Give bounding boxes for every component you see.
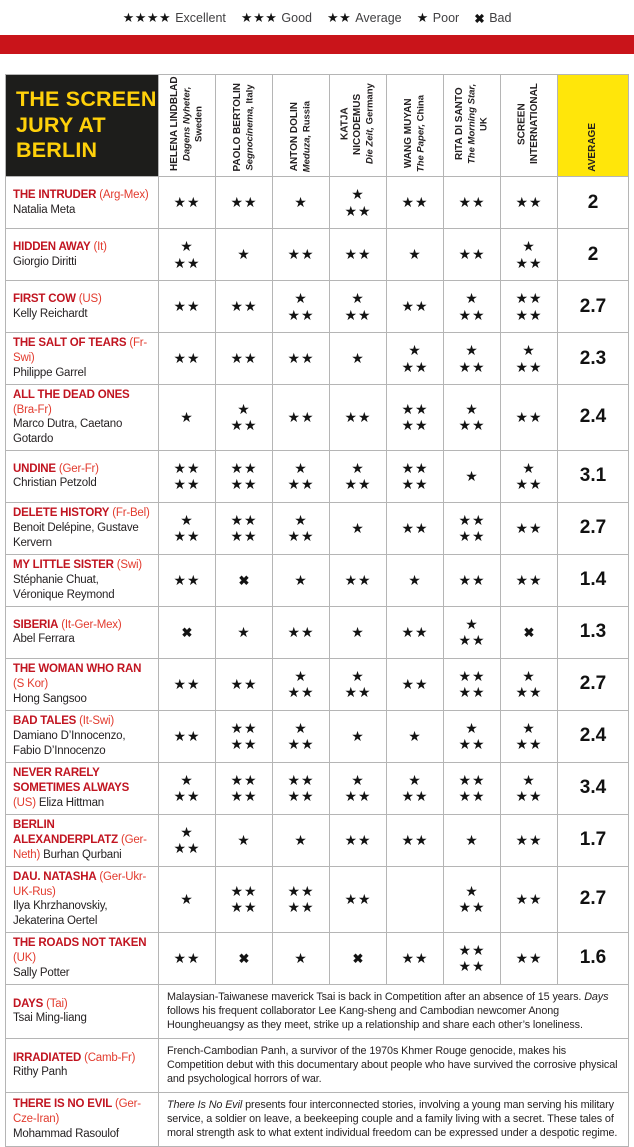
average-score: 2.7 (558, 502, 629, 554)
film-title: HIDDEN AWAY (13, 240, 91, 253)
film-country: (UK) (13, 951, 36, 964)
juror-name: KATJA NICODEMUS (339, 93, 364, 155)
film-director: Hong Sangsoo (13, 692, 87, 705)
film-country: (Ger-Ukr-UK-Rus) (13, 870, 147, 898)
rating-2-stars: ★★ (444, 177, 501, 229)
rating-2-stars: ★★ (387, 932, 444, 984)
film-title: THERE IS NO EVIL (13, 1098, 113, 1111)
film-info-cell (6, 658, 159, 710)
rating-3-stars: ★ ★★ (216, 385, 273, 451)
rating-3-stars: ★ ★★ (444, 710, 501, 762)
film-info-cell (6, 814, 159, 866)
film-title: THE INTRUDER (13, 188, 97, 201)
film-row (6, 554, 629, 606)
rating-2-stars: ★★ (159, 281, 216, 333)
average-score: 1.3 (558, 606, 629, 658)
rating-2-stars: ★★ (501, 177, 558, 229)
rating-1-stars: ★ (330, 710, 387, 762)
rating-2-stars: ★★ (330, 866, 387, 932)
film-title: ALL THE DEAD ONES (13, 389, 130, 401)
rating-3-stars: ★ ★★ (501, 450, 558, 502)
rating-4-stars: ★★ ★★ (159, 450, 216, 502)
rating-2-stars: ★★ (387, 281, 444, 333)
film-director: Tsai Ming-liang (13, 1012, 87, 1025)
rating-1-stars: ★ (330, 606, 387, 658)
legend-item-excellent (123, 10, 226, 26)
average-score: 1.7 (558, 814, 629, 866)
juror-publication (301, 101, 313, 172)
rating-4-stars: ★★ ★★ (273, 762, 330, 814)
rating-3-stars: ★ ★★ (159, 762, 216, 814)
description-film-name: Days (584, 990, 609, 1003)
red-divider-bar (0, 35, 634, 54)
rating-1-stars: ★ (330, 502, 387, 554)
rating-3-stars: ★ ★★ (501, 333, 558, 385)
publication-name: The Morning Star, (466, 83, 478, 165)
film-row (6, 450, 629, 502)
juror-header-text (289, 101, 313, 172)
rating-4-stars: ★★ ★★ (387, 385, 444, 451)
rating-legend (0, 0, 634, 26)
legend-item-average (327, 10, 402, 26)
rating-2-stars: ★★ (330, 554, 387, 606)
film-title: BERLIN ALEXANDERPLATZ (13, 819, 118, 847)
rating-empty (387, 866, 444, 932)
film-info-cell (6, 177, 159, 229)
legend-label: Excellent (175, 11, 226, 25)
rating-4-stars: ★★ ★★ (444, 762, 501, 814)
film-title: IRRADIATED (13, 1051, 82, 1064)
film-country: (Camb-Fr) (84, 1051, 136, 1064)
bad-x-icon: ✖ (352, 950, 364, 966)
rating-3-stars: ★ ★★ (159, 502, 216, 554)
publication-name: The Paper, (415, 123, 427, 172)
rating-2-stars: ★★ (216, 658, 273, 710)
rating-4-stars: ★★ ★★ (216, 502, 273, 554)
average-score: 2 (558, 229, 629, 281)
rating-bad (216, 554, 273, 606)
film-director: Abel Ferrara (13, 633, 75, 646)
juror-name: SCREEN INTERNATIONAL (516, 83, 540, 165)
publication-name: Meduza, (301, 134, 313, 172)
rating-3-stars: ★ ★★ (273, 658, 330, 710)
bad-x-icon: ✖ (523, 624, 535, 640)
rating-bad (159, 606, 216, 658)
rating-2-stars: ★★ (387, 177, 444, 229)
film-row (6, 385, 629, 451)
rating-1-stars: ★ (273, 177, 330, 229)
bad-x-icon: ✖ (474, 11, 486, 26)
film-country: (Arg-Mex) (99, 188, 149, 201)
average-score: 2.4 (558, 385, 629, 451)
rating-1-stars: ★ (387, 229, 444, 281)
film-row (6, 333, 629, 385)
film-info-cell (6, 1038, 159, 1092)
film-title: SIBERIA (13, 618, 59, 631)
film-country: (It-Ger-Mex) (61, 618, 122, 631)
film-title: BAD TALES (13, 715, 77, 728)
film-description (159, 1038, 629, 1092)
rating-3-stars: ★ ★★ (444, 866, 501, 932)
average-score: 1.4 (558, 554, 629, 606)
film-director: Natalia Meta (13, 203, 76, 216)
juror-header-6 (444, 75, 501, 177)
film-title: THE ROADS NOT TAKEN (13, 937, 147, 950)
film-info-cell (6, 502, 159, 554)
average-score: 1.6 (558, 932, 629, 984)
average-score: 3.1 (558, 450, 629, 502)
film-row (6, 177, 629, 229)
juror-name: HELENA LINDBLAD (168, 76, 180, 172)
rating-1-stars: ★ (273, 932, 330, 984)
film-row (6, 281, 629, 333)
film-director: Stéphanie Chuat, Véronique Reymond (13, 574, 115, 601)
rating-2-stars: ★★ (444, 554, 501, 606)
film-title: THE WOMAN WHO RAN (13, 663, 142, 676)
film-info-cell (6, 762, 159, 814)
film-director: Marco Dutra, Caetano Gotardo (13, 418, 123, 446)
juror-header-text (169, 76, 205, 172)
rating-2-stars: ★★ (273, 229, 330, 281)
film-director: Rithy Panh (13, 1066, 68, 1079)
legend-label: Average (355, 11, 402, 25)
rating-1-stars: ★ (273, 554, 330, 606)
legend-label: Bad (489, 11, 512, 25)
rating-1-stars: ★ (273, 814, 330, 866)
rating-2-stars: ★★ (501, 932, 558, 984)
rating-3-stars: ★ ★★ (330, 762, 387, 814)
rating-2-stars: ★★ (216, 281, 273, 333)
film-country: (Ger-Cze-Iran) (13, 1098, 141, 1125)
film-info-cell (6, 229, 159, 281)
film-row (6, 932, 629, 984)
rating-2-stars: ★★ (159, 177, 216, 229)
rating-1-stars: ★ (444, 814, 501, 866)
rating-3-stars: ★ ★★ (501, 229, 558, 281)
juror-header-5 (387, 75, 444, 177)
rating-1-stars: ★ (216, 814, 273, 866)
rating-1-stars: ★ (216, 229, 273, 281)
bad-x-icon: ✖ (238, 950, 250, 966)
rating-3-stars: ★ ★★ (330, 281, 387, 333)
rating-3-stars: ★ ★★ (444, 281, 501, 333)
legend-item-good (241, 10, 312, 26)
film-row (6, 866, 629, 932)
table-title-line: THE SCREEN (16, 87, 157, 112)
rating-4-stars: ★★ ★★ (501, 281, 558, 333)
rating-1-stars: ★ (330, 333, 387, 385)
film-row (6, 229, 629, 281)
film-row (6, 710, 629, 762)
rating-2-stars: ★★ (444, 229, 501, 281)
rating-4-stars: ★★ ★★ (444, 658, 501, 710)
film-director: Giorgio Diritti (13, 255, 77, 268)
publication-country: Sweden (193, 106, 205, 142)
rating-3-stars: ★ ★★ (330, 450, 387, 502)
average-label: AVERAGE (586, 123, 598, 172)
publication-country: China (415, 94, 427, 122)
film-info-cell (6, 281, 159, 333)
publication-name: Segnocinema, (244, 106, 256, 171)
film-country: (Fr-Swi) (13, 337, 148, 365)
juror-header-text (517, 76, 542, 172)
rating-2-stars: ★★ (501, 502, 558, 554)
rating-3-stars: ★ ★★ (273, 281, 330, 333)
rating-3-stars: ★ ★★ (273, 502, 330, 554)
film-country: (Bra-Fr) (13, 403, 52, 416)
juror-publication (181, 76, 205, 172)
film-description (159, 1092, 629, 1146)
film-director: Ilya Khrzhanovskiy, Jekaterina Oertel (13, 900, 108, 928)
rating-3-stars: ★ ★★ (501, 658, 558, 710)
rating-2-stars: ★★ (387, 606, 444, 658)
film-description-row (6, 1092, 629, 1146)
juror-publication (365, 76, 377, 172)
film-director: Sally Potter (13, 966, 70, 979)
film-director: Damiano D’Innocenzo, Fabio D’Innocenzo (13, 730, 126, 757)
juror-name: PAOLO BERTOLIN (231, 83, 243, 172)
film-country: (S Kor) (13, 678, 49, 691)
rating-4-stars: ★★ ★★ (444, 932, 501, 984)
bad-x-icon: ✖ (181, 624, 193, 640)
rating-3-stars: ★ ★★ (501, 762, 558, 814)
film-info-cell (6, 1092, 159, 1146)
rating-2-stars: ★★ (330, 385, 387, 451)
rating-2-stars: ★★ (501, 385, 558, 451)
bad-x-icon: ✖ (238, 572, 250, 588)
film-director: Burhan Qurbani (43, 848, 122, 861)
rating-1-stars: ★ (159, 866, 216, 932)
rating-2-stars: ★★ (330, 814, 387, 866)
film-director: Mohammad Rasoulof (13, 1127, 119, 1140)
publication-country: Russia (301, 100, 313, 132)
film-info-cell (6, 385, 159, 451)
table-title-cell (6, 75, 159, 177)
juror-header-text (403, 95, 427, 172)
film-director: Benoit Delépine, Gustave Kervern (13, 522, 139, 549)
film-row (6, 762, 629, 814)
film-country: (It-Swi) (79, 715, 114, 728)
table-title (6, 87, 158, 163)
film-director: Eliza Hittman (38, 796, 104, 809)
film-info-cell (6, 554, 159, 606)
rating-bad (216, 932, 273, 984)
average-score: 3.4 (558, 762, 629, 814)
film-country: (Ger-Fr) (58, 462, 99, 475)
legend-item-bad (474, 11, 511, 26)
rating-3-stars: ★ ★★ (444, 606, 501, 658)
film-row (6, 658, 629, 710)
rating-2-stars: ★★ (273, 333, 330, 385)
juror-header-text (340, 76, 377, 172)
rating-2-stars: ★★ (273, 606, 330, 658)
rating-2-stars: ★★ (216, 177, 273, 229)
rating-3-stars: ★ ★★ (501, 710, 558, 762)
rating-2-stars: ★★ (501, 554, 558, 606)
juror-header-3 (273, 75, 330, 177)
film-info-cell (6, 450, 159, 502)
film-info-cell (6, 866, 159, 932)
rating-2-stars: ★★ (216, 333, 273, 385)
rating-1-stars: ★ (444, 450, 501, 502)
publication-country: UK (478, 117, 490, 131)
rating-2-stars: ★★ (159, 333, 216, 385)
rating-4-stars: ★★ ★★ (216, 762, 273, 814)
rating-4-stars: ★★ ★★ (216, 450, 273, 502)
average-column-header (558, 75, 629, 177)
rating-3-stars: ★ ★★ (444, 333, 501, 385)
rating-3-stars: ★ ★★ (444, 385, 501, 451)
rating-4-stars: ★★ ★★ (216, 866, 273, 932)
film-director: Christian Petzold (13, 477, 97, 490)
film-row (6, 814, 629, 866)
film-title: NEVER RARELY SOMETIMES ALWAYS (13, 767, 130, 795)
rating-2-stars: ★★ (330, 229, 387, 281)
juror-publication (466, 76, 490, 172)
star-icons: ★★ (326, 10, 352, 25)
rating-2-stars: ★★ (501, 866, 558, 932)
star-icons: ★★★ (240, 10, 278, 25)
film-country: (Swi) (116, 559, 142, 572)
rating-2-stars: ★★ (159, 932, 216, 984)
film-country: (It) (93, 240, 107, 253)
publication-country: Italy (244, 84, 256, 104)
legend-label: Good (281, 11, 312, 25)
rating-4-stars: ★★ ★★ (444, 502, 501, 554)
juror-header-text (454, 76, 490, 172)
juror-header-2 (216, 75, 273, 177)
juror-header-7 (501, 75, 558, 177)
rating-1-stars: ★ (159, 385, 216, 451)
average-score: 2.7 (558, 658, 629, 710)
publication-name: Die Zeit, (364, 127, 376, 165)
film-info-cell (6, 710, 159, 762)
publication-name: Dagens Nyheter, (181, 86, 193, 162)
juror-name: RITA DI SANTO (453, 87, 465, 161)
film-title: UNDINE (13, 462, 56, 475)
rating-1-stars: ★ (387, 710, 444, 762)
description-text: presents four interconnected stories, involving a young man serving his military service, a soldier on leave, a beekeeping couple and a family living with a secret. These tales of moral strength ask to what extent individual freedom can be expressed under a despotic regime. (167, 1098, 618, 1140)
rating-2-stars: ★★ (159, 554, 216, 606)
legend-item-poor (417, 10, 460, 26)
juror-publication (244, 83, 256, 172)
rating-3-stars: ★ ★★ (330, 658, 387, 710)
description-text: Malaysian-Taiwanese maverick Tsai is back in Competition after an absence of 15 years. (167, 990, 585, 1003)
juror-name: WANG MUYAN (402, 98, 414, 169)
rating-1-stars: ★ (387, 554, 444, 606)
film-description-row (6, 1038, 629, 1092)
film-info-cell (6, 333, 159, 385)
film-description (159, 984, 629, 1038)
juror-header-text (232, 83, 256, 172)
table-title-line: BERLIN (16, 138, 98, 163)
rating-1-stars: ★ (216, 606, 273, 658)
film-country: (Tai) (46, 997, 68, 1010)
rating-4-stars: ★★ ★★ (216, 710, 273, 762)
film-description-row (6, 984, 629, 1038)
description-film-name: There Is No Evil (167, 1098, 243, 1111)
film-row (6, 502, 629, 554)
film-info-cell (6, 606, 159, 658)
juror-header-1 (159, 75, 216, 177)
rating-2-stars: ★★ (159, 658, 216, 710)
rating-bad (330, 932, 387, 984)
rating-3-stars: ★ ★★ (159, 814, 216, 866)
rating-3-stars: ★ ★★ (330, 177, 387, 229)
juror-name: ANTON DOLIN (288, 101, 300, 171)
film-director: Kelly Reichardt (13, 307, 88, 320)
rating-3-stars: ★ ★★ (159, 229, 216, 281)
legend-label: Poor (432, 11, 460, 25)
average-score: 2.4 (558, 710, 629, 762)
film-director: Philippe Garrel (13, 366, 87, 379)
rating-2-stars: ★★ (387, 502, 444, 554)
film-country: (US) (78, 292, 102, 305)
rating-bad (501, 606, 558, 658)
film-title: MY LITTLE SISTER (13, 559, 114, 572)
rating-2-stars: ★★ (387, 814, 444, 866)
jury-ratings-table (5, 74, 629, 1147)
film-info-cell (6, 932, 159, 984)
table-title-line: JURY AT (16, 112, 106, 137)
average-score: 2 (558, 177, 629, 229)
film-title: DAYS (13, 997, 44, 1010)
rating-2-stars: ★★ (273, 385, 330, 451)
rating-4-stars: ★★ ★★ (273, 866, 330, 932)
rating-4-stars: ★★ ★★ (387, 450, 444, 502)
average-score: 2.3 (558, 333, 629, 385)
film-country: (Ger-Neth) (13, 834, 147, 861)
average-score: 2.7 (558, 866, 629, 932)
rating-3-stars: ★ ★★ (273, 710, 330, 762)
film-title: FIRST COW (13, 292, 76, 305)
publication-country: Germany (364, 83, 376, 125)
rating-3-stars: ★ ★★ (387, 762, 444, 814)
film-title: DAU. NATASHA (13, 870, 97, 883)
film-title: THE SALT OF TEARS (13, 337, 127, 350)
juror-publication (415, 95, 427, 172)
star-icons: ★ (416, 10, 429, 25)
average-score: 2.7 (558, 281, 629, 333)
description-text: follows his frequent collaborator Lee Kang-sheng and Cambodian newcomer Anong Houngheuangsy as they meet, strike up a relationship and share each other’s loneliness. (167, 1005, 583, 1032)
rating-3-stars: ★ ★★ (273, 450, 330, 502)
star-icons: ★★★★ (122, 10, 172, 25)
film-title: DELETE HISTORY (13, 507, 110, 520)
rating-2-stars: ★★ (387, 658, 444, 710)
rating-3-stars: ★ ★★ (387, 333, 444, 385)
jury-table-wrapper (5, 74, 629, 1147)
film-country: (Fr-Bel) (112, 507, 150, 520)
film-row (6, 606, 629, 658)
description-text: French-Cambodian Panh, a survivor of the 1970s Khmer Rouge genocide, makes his Competition debut with this documentary about people who have survived the corrosive physical and psychological horrors of war. (167, 1044, 618, 1086)
film-info-cell (6, 984, 159, 1038)
rating-2-stars: ★★ (501, 814, 558, 866)
film-country: (US) (13, 796, 36, 809)
rating-2-stars: ★★ (159, 710, 216, 762)
table-header-row (6, 75, 629, 177)
juror-header-4 (330, 75, 387, 177)
